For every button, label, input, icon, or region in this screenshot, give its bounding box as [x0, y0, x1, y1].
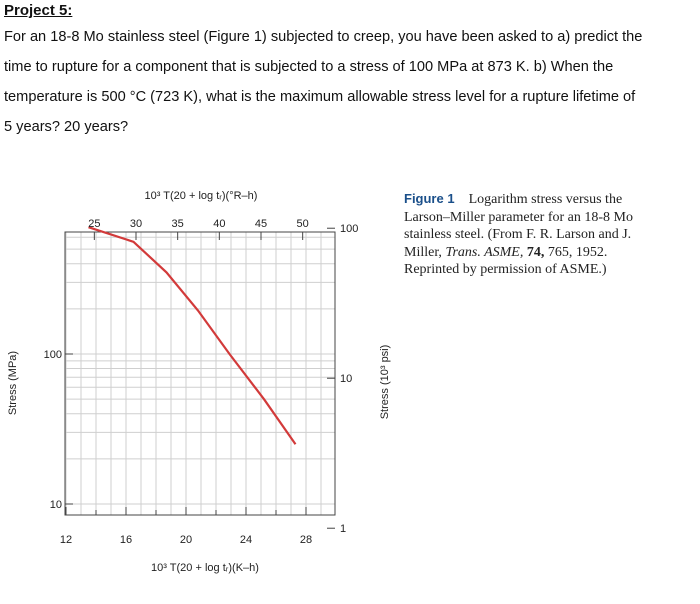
right-tick-label: 100	[340, 223, 359, 236]
top-tick-label: 30	[129, 218, 143, 230]
left-tick-label: 100	[43, 349, 62, 361]
problem-line-3: temperature is 500 °C (723 K), what is the maximum allowable stress level for a rupture lifetime of	[4, 89, 636, 105]
stress-rupture-curve	[89, 227, 296, 444]
top-axis-label: 10³ T(20 + log tᵣ)(°R–h)	[144, 190, 258, 202]
problem-line-1: For an 18-8 Mo stainless steel (Figure 1) subjected to creep, you have been asked to a) predict the	[4, 29, 643, 45]
plot-frame	[65, 232, 335, 515]
right-tick-label: 1	[340, 523, 347, 536]
figure-caption	[404, 190, 644, 279]
bottom-tick-label: 24	[239, 534, 253, 546]
bottom-tick-label: 12	[59, 534, 73, 546]
caption-journal: Trans. ASME,	[445, 244, 524, 260]
chart-ticks	[65, 228, 335, 528]
caption-text-1: Logarithm stress versus the Larson–Miller parameter for an 18-8 Mo stainless steel. (From F. R. Larson and J. Miller,	[404, 192, 633, 260]
problem-line-2: time to rupture for a component that is subjected to a stress of 100 MPa at 873 K. b) When the	[4, 59, 614, 75]
figure-label: Figure 1	[404, 191, 455, 206]
chart-grid	[65, 232, 335, 515]
bottom-tick-label: 28	[299, 534, 313, 546]
right-axis-label: Stress (10³ psi)	[379, 344, 391, 420]
top-tick-label: 40	[213, 218, 226, 230]
caption-volume: 74,	[526, 244, 545, 260]
project-title: Project 5:	[4, 2, 73, 19]
caption-text-2: 765, 1952. Reprinted by permission of ASME.)	[404, 244, 608, 277]
bottom-tick-label: 20	[179, 534, 193, 546]
top-tick-label: 25	[88, 218, 101, 230]
left-axis-label: Stress (MPa)	[7, 350, 19, 416]
left-tick-label: 10	[49, 499, 62, 511]
bottom-tick-label: 16	[119, 534, 133, 546]
problem-line-4: 5 years? 20 years?	[4, 119, 129, 135]
top-tick-label: 50	[296, 218, 309, 230]
top-tick-label: 35	[171, 218, 184, 230]
bottom-axis-label: 10³ T(20 + log tᵣ)(K–h)	[151, 562, 259, 574]
right-tick-label: 10	[340, 373, 353, 386]
top-tick-label: 45	[254, 218, 268, 230]
